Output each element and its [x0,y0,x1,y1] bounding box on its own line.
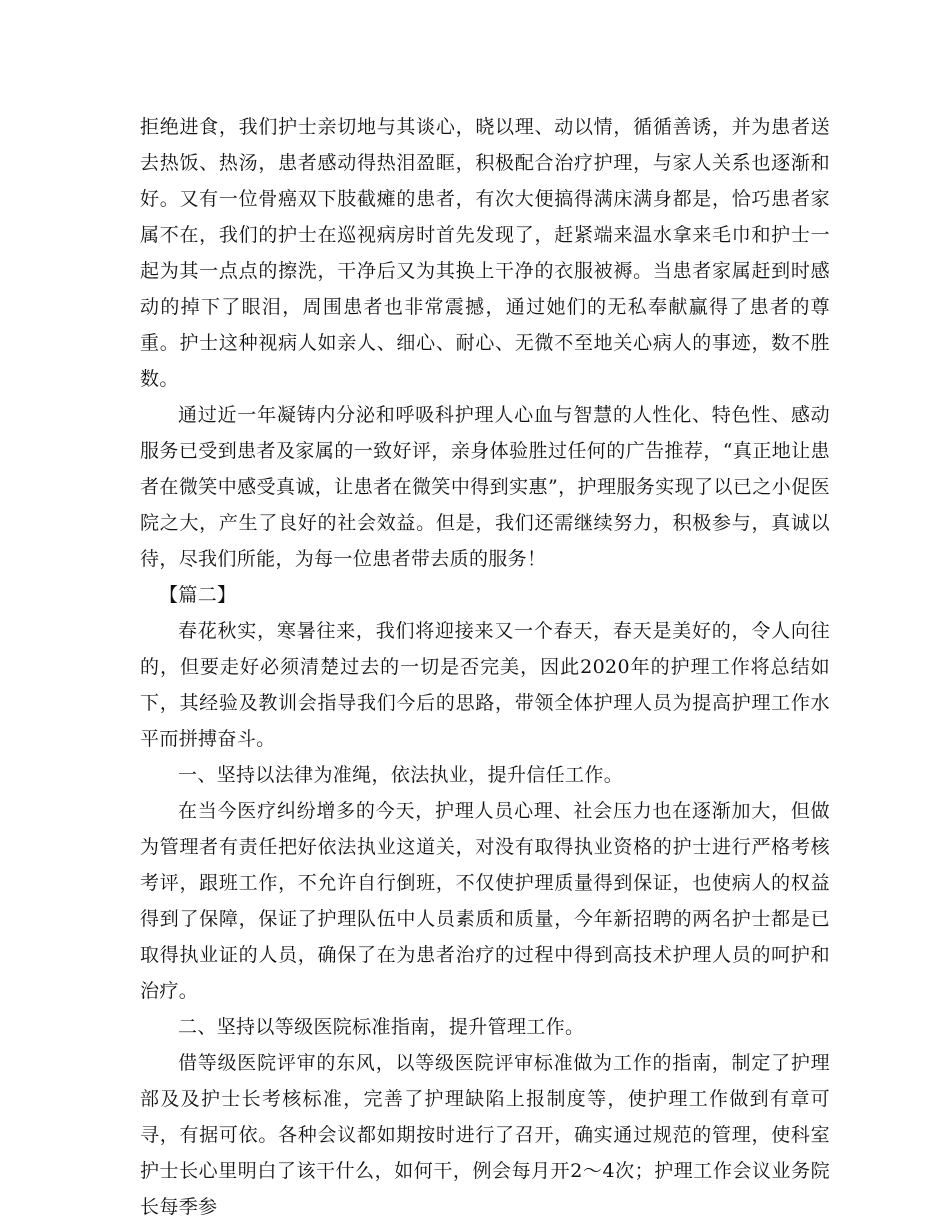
document-body [140,109,830,1225]
paragraph-section-1: 在当今医疗纠纷增多的今天，护理人员心理、社会压力也在逐渐加大，但做为管理者有责任把好依法执业这道关，对没有取得执业资格的护士进行严格考核考评，跟班工作，不允许自行倒班，不仅使护理质量得到保证，也使病人的权益得到了保障，保证了护理队伍中人员素质和质量，今年新招聘的两名护士都是已取得执业证的人员，确保了在为患者治疗的过程中得到高技术护理人员的呵护和治疗。 [140,800,830,1002]
section-heading-2: 二、坚持以等级医院标准指南，提升管理工作。 [178,1016,585,1038]
section-heading-part-two: 【篇二】 [159,584,237,606]
paragraph-section-2: 借等级医院评审的东风，以等级医院评审标准做为工作的指南，制定了护理部及及护士长考核标准，完善了护理缺陷上报制度等，使护理工作做到有章可寻，有据可依。各种会议都如期按时进行了召开，确实通过规范的管理，使科室护士长心里明白了该干什么，如何干，例会每月开2～4次；护理工作会议业务院长每季参 [140,1052,830,1218]
paragraph-intro: 春花秋实，寒暑往来，我们将迎接来又一个春天，春天是美好的，令人向往的，但要走好必须清楚过去的一切是否完美，因此2020年的护理工作将总结如下，其经验及教训会指导我们今后的思路，带领全体护理人员为提高护理工作水平而拼搏奋斗。 [140,620,830,750]
section-heading-1: 一、坚持以法律为准绳，依法执业，提升信任工作。 [178,764,624,786]
paragraph-continuation: 拒绝进食，我们护士亲切地与其谈心，晓以理、动以情，循循善诱，并为患者送去热饭、热汤，患者感动得热泪盈眶，积极配合治疗护理，与家人关系也逐渐和好。又有一位骨癌双下肢截瘫的患者，有次大便搞得满床满身都是，恰巧患者家属不在，我们的护士在巡视病房时首先发现了，赶紧端来温水拿来毛巾和护士一起为其一点点的擦洗，干净后又为其换上干净的衣服被褥。当患者家属赶到时感动的掉下了眼泪，周围患者也非常震撼，通过她们的无私奉献赢得了患者的尊重。护士这种视病人如亲人、细心、耐心、无微不至地关心病人的事迹，数不胜数。 [140,116,830,390]
paragraph-summary: 通过近一年凝铸内分泌和呼吸科护理人心血与智慧的人性化、特色性、感动服务已受到患者及家属的一致好评，亲身体验胜过任何的广告推荐，“真正地让患者在微笑中感受真诚，让患者在微笑中得到实惠”，护理服务实现了以已之小促医院之大，产生了良好的社会效益。但是，我们还需继续努力，积极参与，真诚以待，尽我们所能，为每一位患者带去质的服务！ [140,404,830,570]
